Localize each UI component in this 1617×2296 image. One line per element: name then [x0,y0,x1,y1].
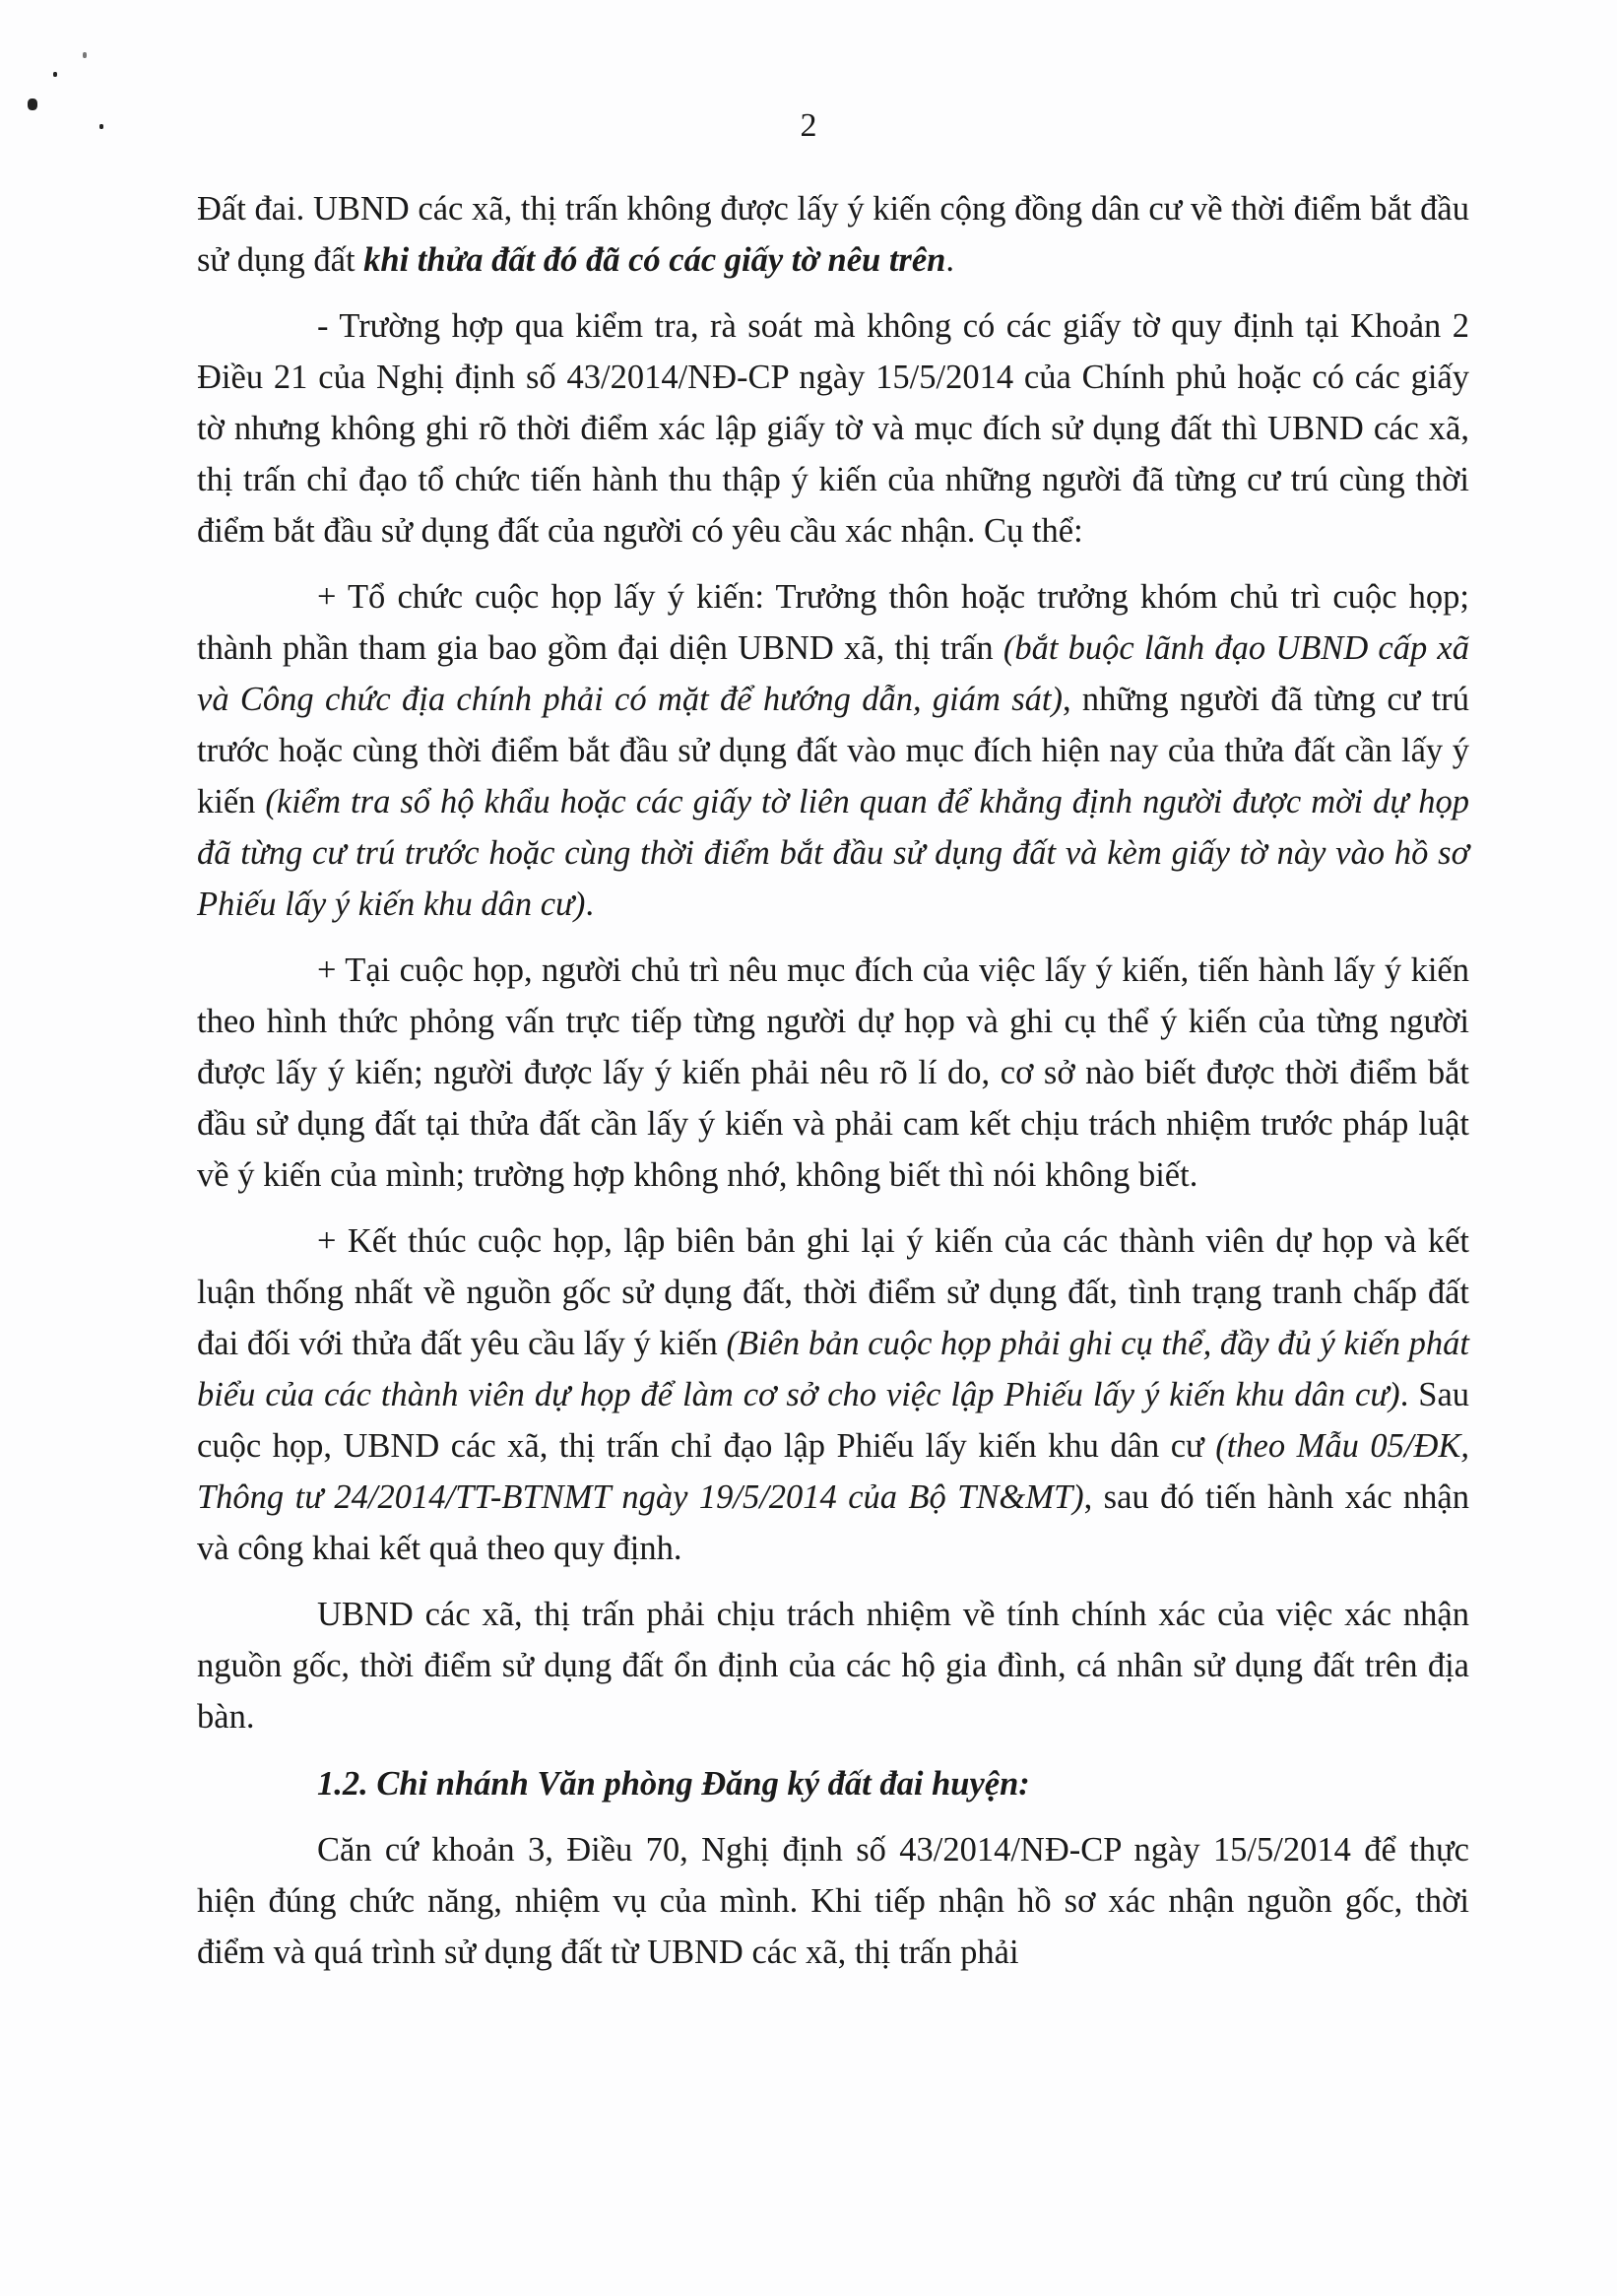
italic-note: (kiểm tra sổ hộ khẩu hoặc các giấy tờ liên quan để khẳng định người được mời dự họp đã từng cư trú trước hoặc cùng thời điểm bắt đầu sử dụng đất và kèm giấy tờ này vào hồ sơ Phiếu lấy ý kiến khu dân cư) [197,783,1469,923]
paragraph-end-meeting: + Kết thúc cuộc họp, lập biên bản ghi lại ý kiến của các thành viên dự họp và kết luận thống nhất về nguồn gốc sử dụng đất, thời điểm sử dụng đất, tình trạng tranh chấp đất đai đối với thửa đất yêu cầu lấy ý kiến (Biên bản cuộc họp phải ghi cụ thể, đầy đủ ý kiến phát biểu của các thành viên dự họp để làm cơ sở cho việc lập Phiếu lấy ý kiến khu dân cư). Sau cuộc họp, UBND các xã, thị trấn chỉ đạo lập Phiếu lấy kiến khu dân cư (theo Mẫu 05/ĐK, Thông tư 24/2014/TT-BTNMT ngày 19/5/2014 của Bộ TN&MT), sau đó tiến hành xác nhận và công khai kết quả theo quy định. [197,1222,1470,1567]
paragraph-at-meeting: + Tại cuộc họp, người chủ trì nêu mục đích của việc lấy ý kiến, tiến hành lấy ý kiến theo hình thức phỏng vấn trực tiếp từng người dự họp và ghi cụ thể ý kiến của từng người được lấy ý kiến; người được lấy ý kiến phải nêu rõ lí do, cơ sở nào biết được thời điểm bắt đầu sử dụng đất tại thửa đất cần lấy ý kiến và phải cam kết chịu trách nhiệm trước pháp luật về ý kiến của mình; trường hợp không nhớ, không biết thì nói không biết. [197,951,1469,1194]
scan-speck [53,72,57,77]
section-heading: 1.2. Chi nhánh Văn phòng Đăng ký đất đai huyện: [317,1765,1030,1803]
paragraph-responsibility: UBND các xã, thị trấn phải chịu trách nhiệm về tính chính xác của việc xác nhận nguồn gốc, thời điểm sử dụng đất ổn định của các hộ gia đình, cá nhân sử dụng đất trên địa bàn. [197,1596,1469,1736]
paragraph-case-no-documents: - Trường hợp qua kiểm tra, rà soát mà không có các giấy tờ quy định tại Khoản 2 Điều 21 của Nghị định số 43/2014/NĐ-CP ngày 15/5/2014 của Chính phủ hoặc có các giấy tờ nhưng không ghi rõ thời điểm xác lập giấy tờ và mục đích sử dụng đất thì UBND các xã, thị trấn chỉ đạo tổ chức tiến hành thu thập ý kiến của những người đã từng cư trú cùng thời điểm bắt đầu sử dụng đất của người có yêu cầu xác nhận. Cụ thể: [197,307,1469,550]
paragraph-organize-meeting: + Tổ chức cuộc họp lấy ý kiến: Trưởng thôn hoặc trưởng khóm chủ trì cuộc họp; thành phần tham gia bao gồm đại diện UBND xã, thị trấn (bắt buộc lãnh đạo UBND cấp xã và Công chức địa chính phải có mặt để hướng dẫn, giám sát), những người đã từng cư trú trước hoặc cùng thời điểm bắt đầu sử dụng đất vào mục đích hiện nay của thửa đất cần lấy ý kiến (kiểm tra sổ hộ khẩu hoặc các giấy tờ liên quan để khẳng định người được mời dự họp đã từng cư trú trước hoặc cùng thời điểm bắt đầu sử dụng đất và kèm giấy tờ này vào hồ sơ Phiếu lấy ý kiến khu dân cư). [197,578,1469,923]
paragraph-branch-office: Căn cứ khoản 3, Điều 70, Nghị định số 43/2014/NĐ-CP ngày 15/5/2014 để thực hiện đúng chức năng, nhiệm vụ của mình. Khi tiếp nhận hồ sơ xác nhận nguồn gốc, thời điểm và quá trình sử dụng đất từ UBND các xã, thị trấn phải [197,1831,1469,1971]
paragraph-continuation: Đất đai. UBND các xã, thị trấn không được lấy ý kiến cộng đồng dân cư về thời điểm bắt đầu sử dụng đất khi thửa đất đó đã có các giấy tờ nêu trên. [197,190,1469,279]
emphasis-text: khi thửa đất đó đã có các giấy tờ nêu trên [363,241,946,279]
italic-note: (Biên bản cuộc họp phải ghi cụ thể, đầy đủ ý kiến phát biểu của các thành viên dự họp để làm cơ sở cho việc lập Phiếu lấy ý kiến khu dân cư) [197,1325,1469,1413]
italic-note: (theo Mẫu 05/ĐK, Thông tư 24/2014/TT-BTNMT ngày 19/5/2014 của Bộ TN&MT) [197,1427,1469,1516]
scan-speck [83,52,87,58]
italic-note: (bắt buộc lãnh đạo UBND cấp xã và Công chức địa chính phải có mặt để hướng dẫn, giám sát) [197,629,1469,718]
document-body [197,183,1469,1978]
page-number: 2 [800,107,817,144]
